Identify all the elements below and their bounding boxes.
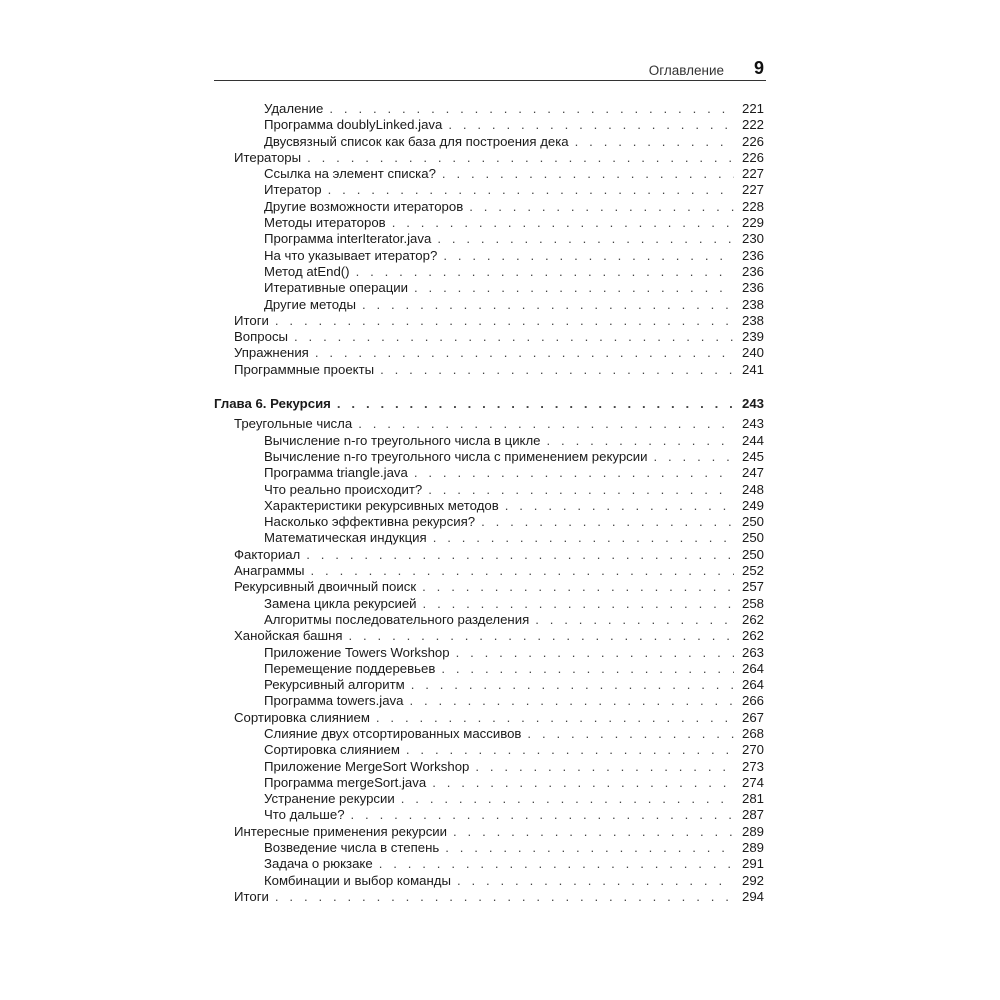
toc-subsection-entry[interactable] [214,297,764,313]
toc-subsection-entry[interactable] [214,742,764,758]
toc-subsection-entry[interactable] [214,677,764,693]
toc-entry-title: Задача о рюкзаке [264,856,373,872]
dot-leader [414,465,734,481]
toc-entry-title: Треугольные числа [234,416,353,432]
toc-subsection-entry[interactable] [214,759,764,775]
toc-entry-page: 243 [741,395,764,411]
dot-leader [311,563,734,579]
toc-entry-page: 241 [741,361,764,377]
toc-entry-page: 250 [741,546,764,562]
dot-leader [406,742,734,758]
toc-entry-title: Что дальше? [264,807,345,823]
toc-subsection-entry[interactable] [214,498,764,514]
dot-leader [328,182,734,198]
toc-subsection-entry[interactable] [214,280,764,296]
toc-subsection-entry[interactable] [214,661,764,677]
toc-entry-page: 238 [741,312,764,328]
table-of-contents [214,101,764,905]
toc-entry-title: Замена цикла рекурсией [264,595,417,611]
toc-entry-page: 226 [741,133,764,149]
dot-leader [428,482,734,498]
toc-entry-page: 250 [741,530,764,546]
toc-entry-title: Упражнения [234,345,309,361]
toc-entry-page: 252 [741,563,764,579]
toc-entry-title: Методы итераторов [264,215,386,231]
toc-entry-page: 245 [741,448,764,464]
dot-leader [401,791,734,807]
toc-subsection-entry[interactable] [214,530,764,546]
toc-entry-title: Возведение числа в степень [264,840,440,856]
toc-entry-title: Метод atEnd() [264,263,350,279]
dot-leader [443,248,734,264]
toc-entry-page: 239 [741,329,764,345]
toc-subsection-entry[interactable] [214,856,764,872]
dot-leader [441,661,734,677]
dot-leader [456,645,734,661]
dot-leader [414,280,734,296]
dot-leader [358,416,734,432]
toc-entry-title: Ханойская башня [234,628,343,644]
dot-leader [535,612,734,628]
toc-entry-page: 248 [741,481,764,497]
toc-entry-page: 268 [741,725,764,741]
toc-section-entry[interactable] [214,345,764,361]
toc-section-entry[interactable] [214,628,764,644]
toc-entry-title: Рекурсивный алгоритм [264,677,405,693]
dot-leader [306,547,734,563]
toc-entry-page: 287 [741,807,764,823]
toc-entry-page: 250 [741,514,764,530]
toc-section-entry[interactable] [214,150,764,166]
toc-subsection-entry[interactable] [214,117,764,133]
toc-entry-title: Слияние двух отсортированных массивов [264,725,522,741]
toc-entry-title: Итоги [234,312,269,328]
toc-entry-page: 264 [741,660,764,676]
toc-entry-page: 243 [741,416,764,432]
toc-entry-page: 247 [741,465,764,481]
dot-leader [294,329,734,345]
toc-section-entry[interactable] [214,889,764,905]
toc-entry-page: 221 [741,101,764,116]
dot-leader [275,889,734,905]
toc-entry-page: 244 [741,432,764,448]
page-number: 9 [753,58,764,78]
toc-section-entry[interactable] [214,313,764,329]
toc-entry-title: Анаграммы [234,563,305,579]
toc-entry-page: 289 [741,840,764,856]
dot-leader [337,396,734,412]
toc-entry-title: Глава 6. Рекурсия [214,395,331,411]
toc-entry-title: Итератор [264,182,322,198]
dot-leader [362,297,734,313]
toc-entry-title: Приложение MergeSort Workshop [264,758,470,774]
dot-leader [411,677,734,693]
running-header-title: Оглавление [648,63,724,78]
toc-entry-page: 249 [741,497,764,513]
toc-subsection-entry[interactable] [214,101,764,117]
toc-section-entry[interactable] [214,416,764,432]
toc-entry-title: Что реально происходит? [264,481,423,497]
dot-leader [505,498,734,514]
toc-entry-page: 258 [741,595,764,611]
toc-entry-title: Рекурсивный двоичный поиск [234,579,417,595]
toc-entry-page: 289 [741,823,764,839]
toc-subsection-entry[interactable] [214,465,764,481]
toc-subsection-entry[interactable] [214,726,764,742]
toc-entry-title: Программа interIterator.java [264,231,432,247]
toc-entry-title: Алгоритмы последовательного разделения [264,611,530,627]
dot-leader [437,231,734,247]
dot-leader [329,101,734,117]
toc-entry-page: 227 [741,182,764,198]
toc-subsection-entry[interactable] [214,840,764,856]
toc-entry-page: 238 [741,296,764,312]
toc-entry-title: Программа mergeSort.java [264,774,427,790]
toc-subsection-entry[interactable] [214,231,764,247]
toc-entry-title: Программа triangle.java [264,465,408,481]
dot-leader [433,530,734,546]
toc-section-entry[interactable] [214,329,764,345]
toc-entry-title: Удаление [264,101,324,116]
toc-entry-page: 230 [741,231,764,247]
toc-subsection-entry[interactable] [214,807,764,823]
toc-section-entry[interactable] [214,362,764,378]
dot-leader [527,726,734,742]
toc-entry-page: 240 [741,345,764,361]
dot-leader [654,449,735,465]
toc-subsection-entry[interactable] [214,248,764,264]
dot-leader [457,873,734,889]
toc-entry-title: Итеративные операции [264,280,409,296]
toc-entry-title: Другие возможности итераторов [264,198,464,214]
toc-section-entry[interactable] [214,824,764,840]
toc-entry-page: 273 [741,758,764,774]
toc-subsection-entry[interactable] [214,612,764,628]
toc-entry-title: Программа doublyLinked.java [264,117,443,133]
dot-leader [432,775,734,791]
toc-entry-page: 292 [741,872,764,888]
toc-entry-title: Программа towers.java [264,693,404,709]
dot-leader [307,150,734,166]
toc-entry-page: 263 [741,644,764,660]
toc-entry-page: 264 [741,677,764,693]
toc-entry-page: 262 [741,628,764,644]
dot-leader [445,840,734,856]
toc-entry-page: 227 [741,166,764,182]
toc-subsection-entry[interactable] [214,264,764,280]
toc-subsection-entry[interactable] [214,596,764,612]
dot-leader [442,166,734,182]
toc-entry-title: Сортировка слиянием [264,742,400,758]
toc-entry-title: Насколько эффективна рекурсия? [264,514,476,530]
toc-entry-page: 281 [741,791,764,807]
toc-subsection-entry[interactable] [214,482,764,498]
dot-leader [379,856,734,872]
toc-entry-page: 267 [741,709,764,725]
toc-entry-title: Перемещение поддеревьев [264,660,436,676]
toc-subsection-entry[interactable] [214,693,764,709]
toc-section-entry[interactable] [214,547,764,563]
toc-subsection-entry[interactable] [214,791,764,807]
toc-entry-page: 270 [741,742,764,758]
toc-entry-page: 266 [741,693,764,709]
toc-entry-page: 228 [741,198,764,214]
toc-entry-title: Интересные применения рекурсии [234,823,448,839]
toc-chapter-entry[interactable] [214,396,764,412]
toc-subsection-entry[interactable] [214,645,764,661]
toc-entry-title: Факториал [234,546,301,562]
toc-entry-page: 226 [741,149,764,165]
toc-subsection-entry[interactable] [214,199,764,215]
toc-section-entry[interactable] [214,579,764,595]
dot-leader [275,313,734,329]
dot-leader [423,596,734,612]
toc-entry-page: 294 [741,888,764,904]
toc-subsection-entry[interactable] [214,134,764,150]
dot-leader [575,134,734,150]
toc-entry-page: 262 [741,611,764,627]
toc-entry-title: Характеристики рекурсивных методов [264,497,499,513]
toc-entry-title: Вычисление n-го треугольного числа в цикле [264,432,541,448]
dot-leader [422,579,734,595]
toc-entry-page: 291 [741,856,764,872]
dot-leader [547,433,734,449]
toc-entry-title: Вычисление n-го треугольного числа с применением рекурсии [264,448,648,464]
dot-leader [315,345,734,361]
toc-section-entry[interactable] [214,563,764,579]
dot-leader [481,514,734,530]
toc-entry-title: Приложение Towers Workshop [264,644,450,660]
dot-leader [409,693,734,709]
toc-entry-page: 274 [741,774,764,790]
toc-entry-title: Программные проекты [234,361,375,377]
toc-entry-title: Математическая индукция [264,530,427,546]
toc-entry-page: 236 [741,280,764,296]
toc-subsection-entry[interactable] [214,215,764,231]
toc-entry-page: 257 [741,579,764,595]
dot-leader [351,807,734,823]
toc-entry-title: Комбинации и выбор команды [264,872,451,888]
toc-entry-page: 236 [741,263,764,279]
toc-subsection-entry[interactable] [214,775,764,791]
toc-entry-title: На что указывает итератор? [264,247,438,263]
dot-leader [469,199,734,215]
toc-subsection-entry[interactable] [214,449,764,465]
dot-leader [475,759,734,775]
toc-entry-page: 229 [741,215,764,231]
dot-leader [376,710,734,726]
toc-entry-title: Устранение рекурсии [264,791,395,807]
dot-leader [448,117,734,133]
dot-leader [392,215,734,231]
dot-leader [356,264,734,280]
page-header [214,58,766,81]
toc-entry-page: 222 [741,117,764,133]
toc-entry-title: Итоги [234,888,269,904]
toc-entry-title: Другие методы [264,296,356,312]
toc-entry-title: Итераторы [234,149,302,165]
toc-subsection-entry[interactable] [214,433,764,449]
dot-leader [453,824,734,840]
toc-entry-title: Ссылка на элемент списка? [264,166,436,182]
toc-subsection-entry[interactable] [214,182,764,198]
toc-entry-title: Вопросы [234,329,289,345]
dot-leader [349,628,735,644]
toc-subsection-entry[interactable] [214,873,764,889]
toc-entry-title: Двусвязный список как база для построения дека [264,133,569,149]
toc-subsection-entry[interactable] [214,166,764,182]
toc-subsection-entry[interactable] [214,514,764,530]
dot-leader [380,362,734,378]
toc-entry-title: Сортировка слиянием [234,709,370,725]
toc-section-entry[interactable] [214,710,764,726]
toc-entry-page: 236 [741,247,764,263]
